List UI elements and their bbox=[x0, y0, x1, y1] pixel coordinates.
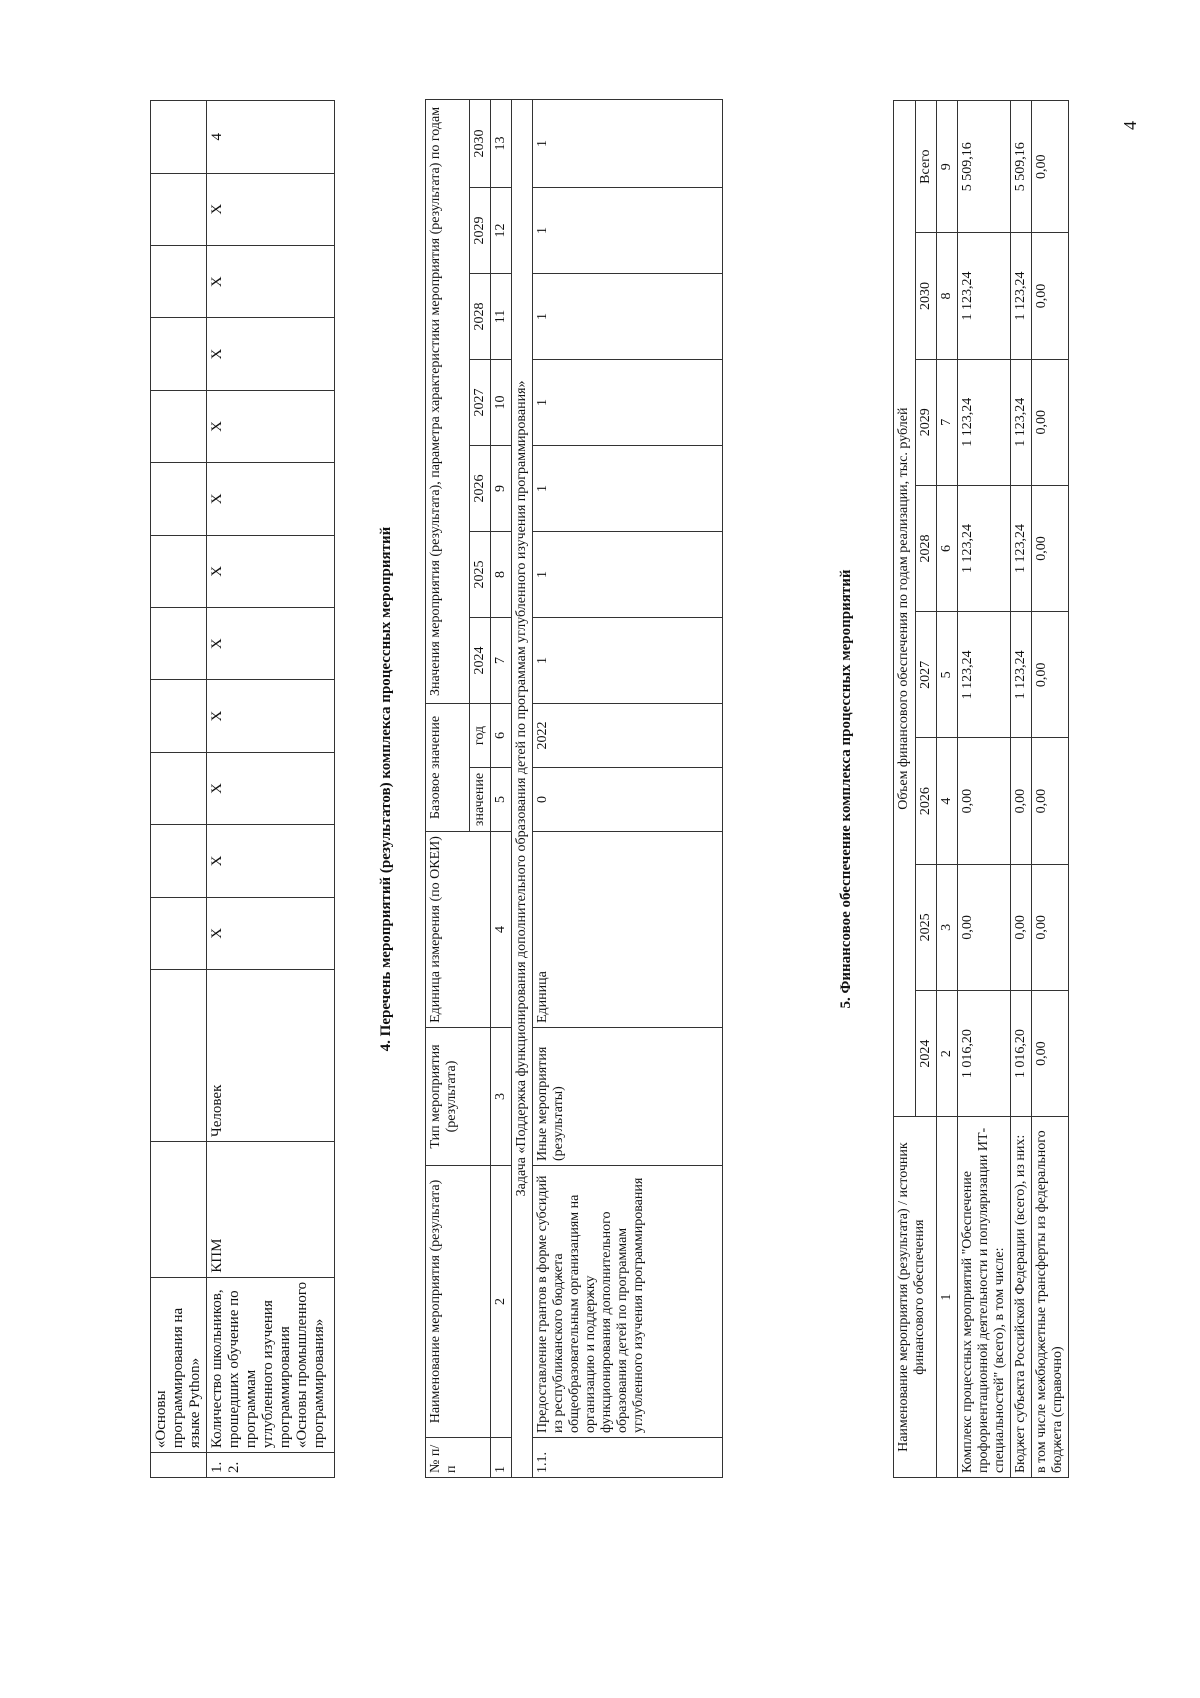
fin-value: 0,00 bbox=[1032, 738, 1069, 864]
row-b-name: Количество школьников, прошедших обучение по программам углубленного изучения программирования «Основы промышленного программирования» bbox=[207, 1277, 335, 1452]
fin-value: 0,00 bbox=[1032, 101, 1069, 233]
top-table-row-b bbox=[207, 101, 335, 1478]
fin-value: 1 123,24 bbox=[958, 612, 1011, 738]
header-year: 2030 bbox=[470, 99, 491, 187]
header-name: Наименование мероприятия (результата) bbox=[426, 1166, 491, 1438]
fin-value: 1 016,20 bbox=[958, 990, 1011, 1116]
fin-header-year: 2028 bbox=[916, 485, 937, 611]
section4-header-row bbox=[426, 99, 470, 1477]
fin-value: 1 123,24 bbox=[1011, 485, 1032, 611]
column-number: 6 bbox=[491, 703, 512, 767]
column-number: 11 bbox=[491, 273, 512, 359]
column-number: 7 bbox=[491, 617, 512, 703]
row-value: 1 bbox=[533, 273, 723, 359]
fin-value: 0,00 bbox=[1032, 612, 1069, 738]
header-values: Значения мероприятия (результата), параметра характеристики мероприятия (результата) по годам bbox=[426, 99, 470, 703]
fin-value: 5 509,16 bbox=[1011, 101, 1032, 233]
header-year: 2026 bbox=[470, 445, 491, 531]
row-b-mark: X bbox=[207, 897, 335, 969]
fin-value: 1 016,20 bbox=[1011, 990, 1032, 1116]
row-value: 1 bbox=[533, 99, 723, 187]
fin-column-number: 5 bbox=[937, 612, 958, 738]
fin-column-number: 2 bbox=[937, 990, 958, 1116]
fin-value: 1 123,24 bbox=[958, 233, 1011, 359]
column-number: 10 bbox=[491, 359, 512, 445]
row-base-value: 0 bbox=[533, 768, 723, 832]
fin-row-name: в том числе межбюджетные трансферты из федерального бюджета (справочно) bbox=[1032, 1117, 1069, 1478]
header-type: Тип мероприятия (результата) bbox=[426, 1028, 491, 1166]
section5-title-block bbox=[838, 100, 855, 1478]
column-number: 2 bbox=[491, 1166, 512, 1438]
row-b-mark: X bbox=[207, 318, 335, 390]
column-number: 8 bbox=[491, 531, 512, 617]
fin-value: 0,00 bbox=[1032, 990, 1069, 1116]
row-a-name: «Основы программирования на языке Python» bbox=[151, 1277, 207, 1452]
page-number-block bbox=[1120, 121, 1141, 130]
fin-column-number: 8 bbox=[937, 233, 958, 359]
top-table-row-a bbox=[151, 101, 207, 1478]
fin-header-year: 2030 bbox=[916, 233, 937, 359]
row-value: 1 bbox=[533, 531, 723, 617]
fin-value: 1 123,24 bbox=[1011, 359, 1032, 485]
section4-task-row bbox=[512, 99, 533, 1477]
fin-row-name: Бюджет субъекта Российской Федерации (всего), из них: bbox=[1011, 1117, 1032, 1478]
header-base-value: значение bbox=[470, 768, 491, 832]
fin-value: 1 123,24 bbox=[958, 485, 1011, 611]
row-b-type: КПМ bbox=[207, 1141, 335, 1277]
fin-row-regional-budget bbox=[1011, 101, 1032, 1478]
row-b-mark: X bbox=[207, 752, 335, 824]
fin-column-number: 9 bbox=[937, 101, 958, 233]
row-num: 1.1. bbox=[533, 1438, 723, 1478]
fin-value: 0,00 bbox=[1011, 864, 1032, 990]
fin-value: 0,00 bbox=[1032, 359, 1069, 485]
fin-value: 0,00 bbox=[1011, 738, 1032, 864]
section4-table bbox=[425, 99, 723, 1478]
fin-column-number: 1 bbox=[937, 1117, 958, 1478]
row-value: 1 bbox=[533, 617, 723, 703]
page-number: 4 bbox=[1120, 121, 1140, 130]
column-number: 13 bbox=[491, 99, 512, 187]
fin-row-federal-transfers bbox=[1032, 101, 1069, 1478]
header-year: 2028 bbox=[470, 273, 491, 359]
fin-header-year: 2029 bbox=[916, 359, 937, 485]
section5-table-block bbox=[893, 100, 1069, 1478]
top-table-block bbox=[150, 100, 335, 1478]
column-number: 4 bbox=[491, 832, 512, 1028]
row-b-mark: X bbox=[207, 825, 335, 897]
row-unit: Единица bbox=[533, 832, 723, 1028]
section5-table bbox=[893, 100, 1069, 1478]
row-b-mark: X bbox=[207, 463, 335, 535]
fin-header-total: Всего bbox=[916, 101, 937, 233]
column-number: 1 bbox=[491, 1438, 512, 1478]
fin-header-year: 2026 bbox=[916, 738, 937, 864]
row-type: Иные мероприятия (результаты) bbox=[533, 1028, 723, 1166]
fin-row-complex bbox=[958, 101, 1011, 1478]
column-number: 3 bbox=[491, 1028, 512, 1166]
section5-numbering-row bbox=[937, 101, 958, 1478]
header-base: Базовое значение bbox=[426, 703, 470, 831]
fin-value: 0,00 bbox=[958, 864, 1011, 990]
section5-title: 5. Финансовое обеспечение комплекса процессных мероприятий bbox=[838, 569, 854, 1009]
row-b-unit: Человек bbox=[207, 970, 335, 1142]
section4-data-row bbox=[533, 99, 723, 1477]
fin-value: 0,00 bbox=[1032, 864, 1069, 990]
section4-numbering-row bbox=[491, 99, 512, 1477]
fin-value: 1 123,24 bbox=[1011, 233, 1032, 359]
fin-header-year: 2024 bbox=[916, 990, 937, 1116]
header-num: № п/п bbox=[426, 1438, 491, 1478]
fin-column-number: 3 bbox=[937, 864, 958, 990]
section4-title-block bbox=[378, 100, 395, 1478]
fin-value: 0,00 bbox=[1032, 233, 1069, 359]
top-table bbox=[150, 100, 335, 1478]
row-b-mark: X bbox=[207, 680, 335, 752]
row-value: 1 bbox=[533, 445, 723, 531]
fin-value: 1 123,24 bbox=[1011, 612, 1032, 738]
row-b-mark: X bbox=[207, 535, 335, 607]
row-value: 1 bbox=[533, 187, 723, 273]
section4-table-block bbox=[425, 99, 723, 1478]
header-base-year: год bbox=[470, 703, 491, 767]
column-number: 9 bbox=[491, 445, 512, 531]
section5-header-row bbox=[894, 101, 916, 1478]
row-b-mark: X bbox=[207, 390, 335, 462]
row-b-last: 4 bbox=[207, 101, 335, 174]
fin-value: 0,00 bbox=[1032, 485, 1069, 611]
header-year: 2025 bbox=[470, 531, 491, 617]
fin-value: 1 123,24 bbox=[958, 359, 1011, 485]
row-value: 1 bbox=[533, 359, 723, 445]
row-b-mark: X bbox=[207, 607, 335, 679]
fin-column-number: 7 bbox=[937, 359, 958, 485]
fin-header-year: 2027 bbox=[916, 612, 937, 738]
fin-row-name: Комплекс процессных мероприятий "Обеспечение профориентационной деятельности и популяризации ИТ-специальностей" (всего), в том числе: bbox=[958, 1117, 1011, 1478]
header-unit: Единица измерения (по ОКЕИ) bbox=[426, 832, 491, 1028]
row-b-mark: X bbox=[207, 173, 335, 245]
column-number: 5 bbox=[491, 768, 512, 832]
fin-header-name: Наименование мероприятия (результата) / источник финансового обеспечения bbox=[894, 1117, 937, 1478]
fin-value: 0,00 bbox=[958, 738, 1011, 864]
fin-header-volume: Объем финансового обеспечения по годам реализации, тыс. рублей bbox=[894, 101, 916, 1117]
fin-column-number: 4 bbox=[937, 738, 958, 864]
row-b-mark: X bbox=[207, 245, 335, 317]
fin-column-number: 6 bbox=[937, 485, 958, 611]
section4-title: 4. Перечень мероприятий (результатов) комплекса процессных мероприятий bbox=[378, 526, 394, 1052]
header-year: 2027 bbox=[470, 359, 491, 445]
header-year: 2029 bbox=[470, 187, 491, 273]
fin-header-year: 2025 bbox=[916, 864, 937, 990]
row-b-num: 1.2. bbox=[207, 1453, 335, 1478]
row-name: Предоставление грантов в форме субсидий из республиканского бюджета общеобразовательным организациям на организацию и поддержку функционирования дополнительного образования детей по программам углубленного изучения программирования bbox=[533, 1166, 723, 1438]
column-number: 12 bbox=[491, 187, 512, 273]
fin-value: 5 509,16 bbox=[958, 101, 1011, 233]
task-text: Задача «Поддержка функционирования дополнительного образования детей по программам углубленного изучения программирования» bbox=[512, 99, 533, 1477]
header-year: 2024 bbox=[470, 617, 491, 703]
row-base-year: 2022 bbox=[533, 703, 723, 767]
